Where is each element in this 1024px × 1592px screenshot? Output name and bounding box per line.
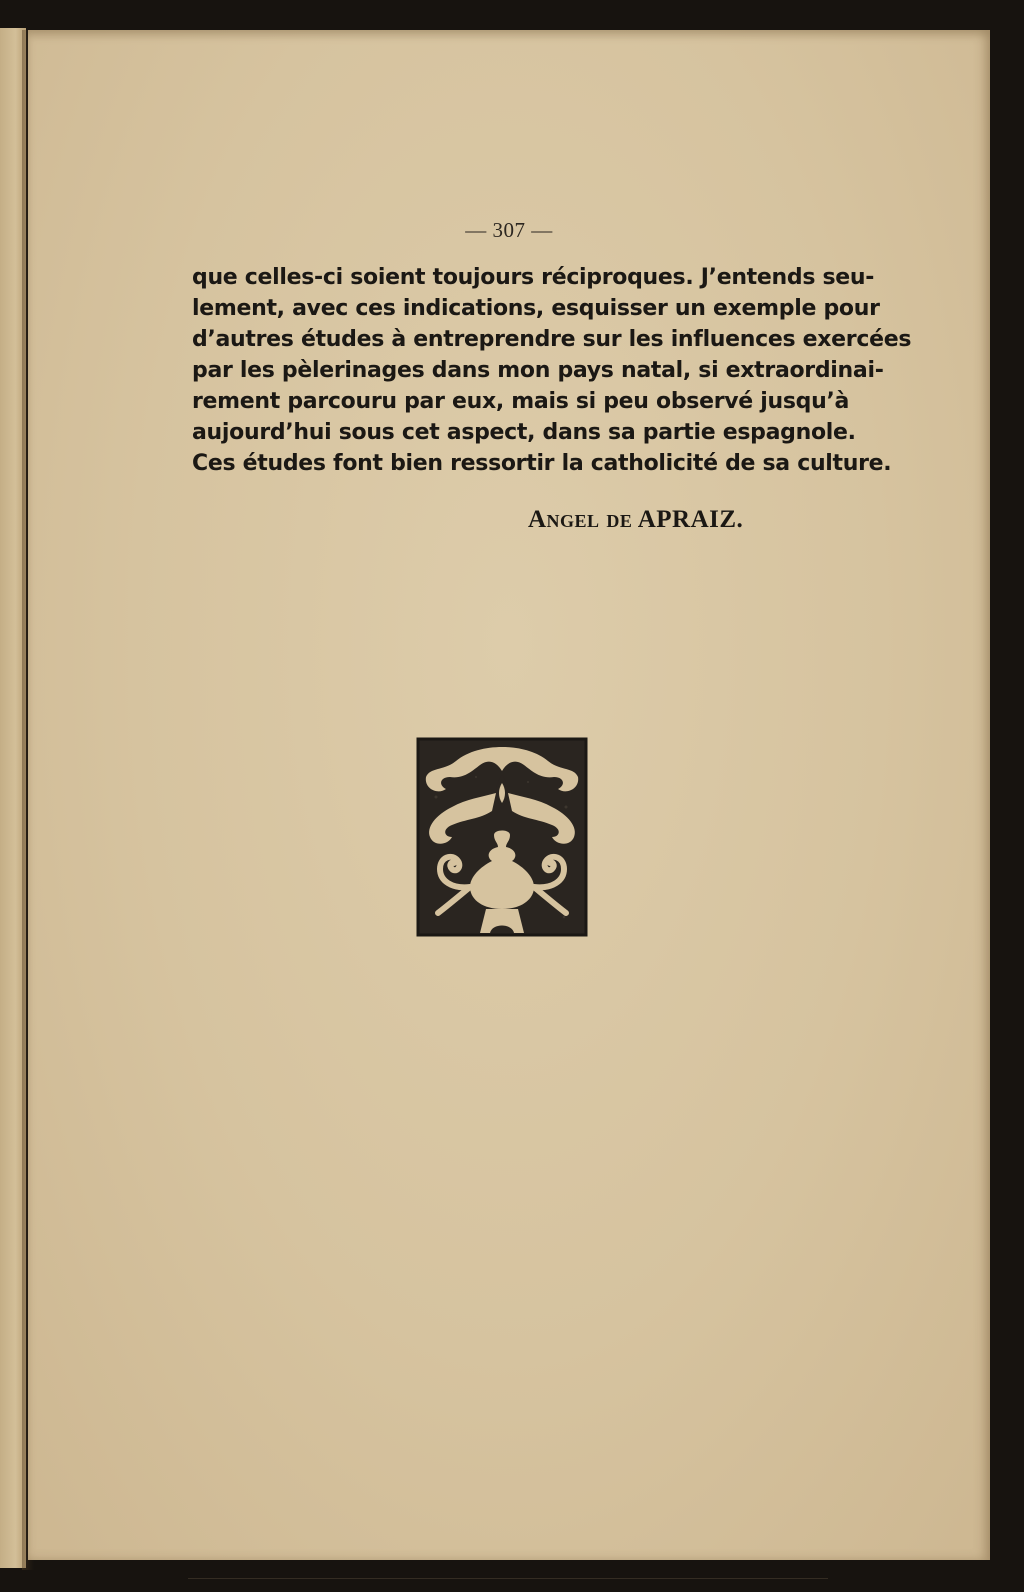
author-signature: Angel de APRAIZ. xyxy=(528,506,744,533)
page-number: — 307 — xyxy=(465,218,553,242)
text-line: d’autres études à entreprendre sur les influences exercées xyxy=(192,327,912,352)
book-page xyxy=(28,30,990,1560)
text-line: que celles-ci soient toujours réciproques. J’entends seu- xyxy=(192,265,875,290)
urn-ornament-icon xyxy=(416,737,588,937)
text-line: aujourd’hui sous cet aspect, dans sa partie espagnole. xyxy=(192,420,856,445)
faint-show-through-rule xyxy=(188,1578,828,1579)
text-line: lement, avec ces indications, esquisser un exemple pour xyxy=(192,296,880,321)
body-paragraph xyxy=(192,262,912,479)
text-line: par les pèlerinages dans mon pays natal, si extraordinai- xyxy=(192,358,884,383)
text-line: rement parcouru par eux, mais si peu observé jusqu’à xyxy=(192,389,850,414)
text-line: Ces études font bien ressortir la catholicité de sa culture. xyxy=(192,451,892,476)
